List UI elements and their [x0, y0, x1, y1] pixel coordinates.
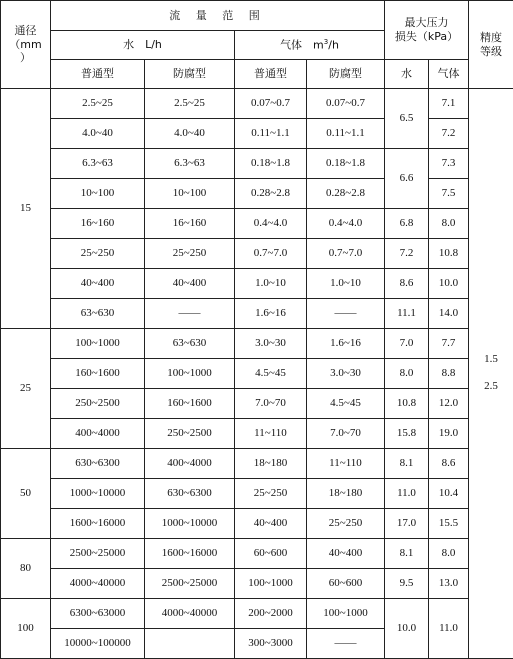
loss-water-cell: 8.6	[385, 269, 429, 299]
water-corrosion-cell: 4.0~40	[145, 119, 235, 149]
loss-water-cell: 6.6	[385, 149, 429, 209]
water-corrosion-cell: 63~630	[145, 329, 235, 359]
gas-standard-cell: 25~250	[235, 479, 307, 509]
water-corrosion-cell	[145, 629, 235, 659]
gas-standard-cell: 40~400	[235, 509, 307, 539]
gas-corrosion-cell: 18~180	[307, 479, 385, 509]
pressure-loss-header: 最大压力 损失（kPa）	[385, 1, 469, 60]
water-standard-cell: 6.3~63	[51, 149, 145, 179]
loss-water-cell: 9.5	[385, 569, 429, 599]
gas-standard-cell: 0.4~4.0	[235, 209, 307, 239]
loss-water-cell: 10.8	[385, 389, 429, 419]
water-standard-cell: 16~160	[51, 209, 145, 239]
water-standard-cell: 1000~10000	[51, 479, 145, 509]
gas-standard-cell: 11~110	[235, 419, 307, 449]
gas-corrosion-cell: 0.18~1.8	[307, 149, 385, 179]
gas-corrosion-cell: 1.0~10	[307, 269, 385, 299]
flow-range-header: 流 量 范 围	[51, 1, 385, 31]
gas-corrosion-cell: 7.0~70	[307, 419, 385, 449]
water-standard-cell: 160~1600	[51, 359, 145, 389]
gas-standard-cell: 1.0~10	[235, 269, 307, 299]
loss-water-cell: 7.2	[385, 239, 429, 269]
water-standard-cell: 2500~25000	[51, 539, 145, 569]
gas-standard-cell: 0.11~1.1	[235, 119, 307, 149]
loss-gas-cell: 8.6	[429, 449, 469, 479]
gas-corrosion-cell: 0.4~4.0	[307, 209, 385, 239]
loss-water-header: 水	[385, 60, 429, 89]
water-corrosion-cell: 25~250	[145, 239, 235, 269]
diameter-cell: 80	[1, 539, 51, 599]
gas-corrosion-header: 防腐型	[307, 60, 385, 89]
loss-water-cell: 11.0	[385, 479, 429, 509]
gas-standard-cell: 60~600	[235, 539, 307, 569]
water-standard-cell: 10000~100000	[51, 629, 145, 659]
water-corrosion-cell: 10~100	[145, 179, 235, 209]
gas-corrosion-cell: 100~1000	[307, 599, 385, 629]
water-standard-cell: 40~400	[51, 269, 145, 299]
water-corrosion-cell: 1000~10000	[145, 509, 235, 539]
water-corrosion-cell: 400~4000	[145, 449, 235, 479]
loss-water-cell: 8.1	[385, 449, 429, 479]
loss-gas-cell: 10.8	[429, 239, 469, 269]
water-standard-cell: 6300~63000	[51, 599, 145, 629]
water-corrosion-cell: 4000~40000	[145, 599, 235, 629]
loss-gas-cell: 14.0	[429, 299, 469, 329]
loss-gas-cell: 7.7	[429, 329, 469, 359]
loss-water-cell: 6.8	[385, 209, 429, 239]
water-flow-header: 水 L/h	[51, 31, 235, 60]
gas-standard-cell: 3.0~30	[235, 329, 307, 359]
loss-gas-cell: 11.0	[429, 599, 469, 659]
gas-standard-cell: 100~1000	[235, 569, 307, 599]
loss-water-cell: 6.5	[385, 89, 429, 149]
water-corrosion-cell: 1600~16000	[145, 539, 235, 569]
gas-standard-cell: 1.6~16	[235, 299, 307, 329]
diameter-cell: 50	[1, 449, 51, 539]
loss-gas-cell: 8.8	[429, 359, 469, 389]
gas-corrosion-cell: 0.7~7.0	[307, 239, 385, 269]
water-standard-cell: 630~6300	[51, 449, 145, 479]
water-standard-cell: 400~4000	[51, 419, 145, 449]
gas-corrosion-cell: ——	[307, 299, 385, 329]
loss-water-cell: 7.0	[385, 329, 429, 359]
loss-gas-cell: 15.5	[429, 509, 469, 539]
water-corrosion-cell: 40~400	[145, 269, 235, 299]
gas-corrosion-cell: 3.0~30	[307, 359, 385, 389]
accuracy-header: 精度 等级	[469, 1, 513, 89]
gas-corrosion-cell: 60~600	[307, 569, 385, 599]
loss-gas-cell: 19.0	[429, 419, 469, 449]
loss-water-cell: 11.1	[385, 299, 429, 329]
water-standard-cell: 100~1000	[51, 329, 145, 359]
gas-standard-cell: 300~3000	[235, 629, 307, 659]
diameter-cell: 15	[1, 89, 51, 329]
water-corrosion-cell: 2500~25000	[145, 569, 235, 599]
accuracy-cell: 1.5 2.5	[469, 89, 513, 659]
water-standard-cell: 4000~40000	[51, 569, 145, 599]
water-corrosion-cell: 6.3~63	[145, 149, 235, 179]
loss-gas-header: 气体	[429, 60, 469, 89]
loss-gas-cell: 7.2	[429, 119, 469, 149]
loss-gas-cell: 7.1	[429, 89, 469, 119]
water-standard-cell: 250~2500	[51, 389, 145, 419]
gas-standard-cell: 4.5~45	[235, 359, 307, 389]
diameter-header: 通径 （mm ）	[1, 1, 51, 89]
water-corrosion-header: 防腐型	[145, 60, 235, 89]
gas-flow-header: 气体 $m^3/h$	[235, 31, 385, 60]
loss-gas-cell: 8.0	[429, 209, 469, 239]
gas-corrosion-cell: 0.07~0.7	[307, 89, 385, 119]
gas-corrosion-cell: 40~400	[307, 539, 385, 569]
loss-gas-cell: 10.0	[429, 269, 469, 299]
water-corrosion-cell: 630~6300	[145, 479, 235, 509]
loss-water-cell: 17.0	[385, 509, 429, 539]
gas-standard-header: 普通型	[235, 60, 307, 89]
water-corrosion-cell: 160~1600	[145, 389, 235, 419]
gas-standard-cell: 0.28~2.8	[235, 179, 307, 209]
gas-corrosion-cell: 0.28~2.8	[307, 179, 385, 209]
water-corrosion-cell: 250~2500	[145, 419, 235, 449]
gas-corrosion-cell: 11~110	[307, 449, 385, 479]
diameter-cell: 100	[1, 599, 51, 659]
loss-water-cell: 8.1	[385, 539, 429, 569]
water-standard-cell: 4.0~40	[51, 119, 145, 149]
gas-standard-cell: 0.07~0.7	[235, 89, 307, 119]
diameter-cell: 25	[1, 329, 51, 449]
gas-corrosion-cell: ——	[307, 629, 385, 659]
water-corrosion-cell: ——	[145, 299, 235, 329]
water-corrosion-cell: 100~1000	[145, 359, 235, 389]
water-standard-cell: 63~630	[51, 299, 145, 329]
water-standard-cell: 10~100	[51, 179, 145, 209]
water-standard-cell: 1600~16000	[51, 509, 145, 539]
loss-gas-cell: 8.0	[429, 539, 469, 569]
water-corrosion-cell: 16~160	[145, 209, 235, 239]
water-standard-header: 普通型	[51, 60, 145, 89]
loss-gas-cell: 7.3	[429, 149, 469, 179]
loss-gas-cell: 10.4	[429, 479, 469, 509]
gas-standard-cell: 0.18~1.8	[235, 149, 307, 179]
gas-corrosion-cell: 1.6~16	[307, 329, 385, 359]
gas-standard-cell: 0.7~7.0	[235, 239, 307, 269]
loss-gas-cell: 12.0	[429, 389, 469, 419]
water-corrosion-cell: 2.5~25	[145, 89, 235, 119]
gas-corrosion-cell: 4.5~45	[307, 389, 385, 419]
gas-standard-cell: 7.0~70	[235, 389, 307, 419]
loss-water-cell: 15.8	[385, 419, 429, 449]
gas-corrosion-cell: 25~250	[307, 509, 385, 539]
loss-water-cell: 8.0	[385, 359, 429, 389]
loss-gas-cell: 13.0	[429, 569, 469, 599]
water-standard-cell: 25~250	[51, 239, 145, 269]
loss-gas-cell: 7.5	[429, 179, 469, 209]
water-standard-cell: 2.5~25	[51, 89, 145, 119]
gas-standard-cell: 200~2000	[235, 599, 307, 629]
loss-water-cell: 10.0	[385, 599, 429, 659]
gas-corrosion-cell: 0.11~1.1	[307, 119, 385, 149]
gas-standard-cell: 18~180	[235, 449, 307, 479]
